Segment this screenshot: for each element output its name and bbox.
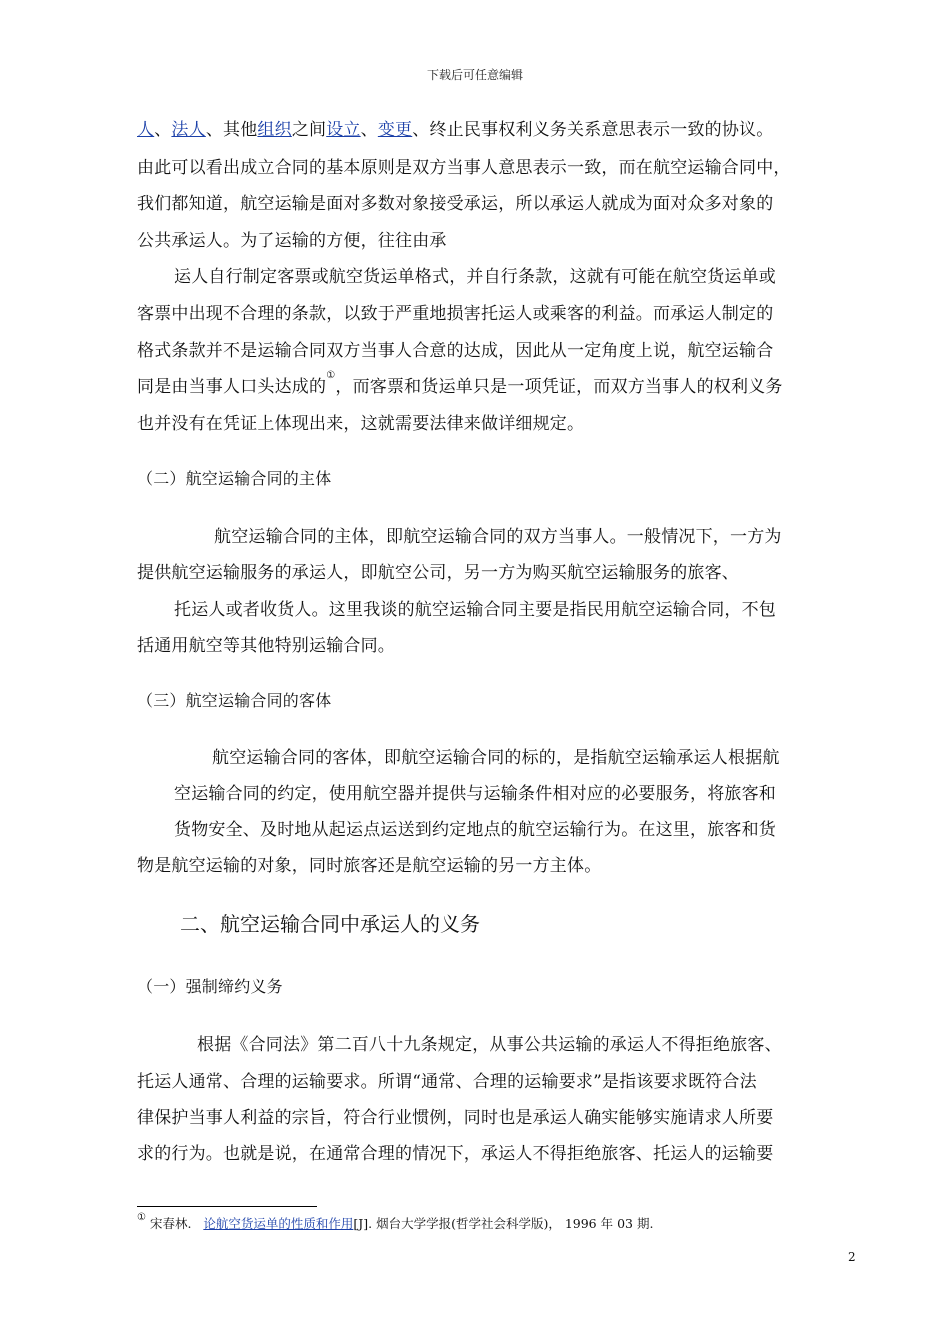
link-organization[interactable]: 组织 xyxy=(257,120,292,140)
paragraph-line: 客票中出现不合理的条款，以致于严重地损害托运人或乘客的利益。而承运人制定的 xyxy=(137,304,774,324)
text-span: 同是由当事人口头达成的 xyxy=(137,377,327,397)
paragraph-line: 运人自行制定客票或航空货运单格式，并自行条款，这就有可能在航空货运单或 xyxy=(174,267,776,287)
footnote-separator xyxy=(137,1206,317,1207)
paragraph-line xyxy=(137,115,773,140)
paragraph-line: 由此可以看出成立合同的基本原则是双方当事人意思表示一致，而在航空运输合同中， xyxy=(137,158,791,178)
footnote-citation: [J]. 烟台大学学报(哲学社会科学版)， 1996 年 03 期. xyxy=(353,1216,654,1231)
text-span: 之间 xyxy=(291,120,327,140)
page-header: 下载后可任意编辑 xyxy=(426,68,523,82)
paragraph-line: 货物安全、及时地从起运点运送到约定地点的航空运输行为。在这里，旅客和货 xyxy=(174,820,776,840)
subsection-heading: （二）航空运输合同的主体 xyxy=(137,469,332,488)
text-span: 、其他 xyxy=(205,120,258,140)
text-span: 、终止民事权利义务关系意思表示一致的协议。 xyxy=(412,120,774,140)
footnote-author: 宋春林. xyxy=(149,1216,192,1231)
paragraph-line: 我们都知道，航空运输是面对多数对象接受承运，所以承运人就成为面对众多对象的 xyxy=(137,194,774,214)
paragraph-line: 根据《合同法》第二百八十九条规定，从事公共运输的承运人不得拒绝旅客、 xyxy=(197,1035,782,1055)
paragraph-line: 物是航空运输的对象，同时旅客还是航空运输的另一方主体。 xyxy=(137,856,602,876)
subsection-heading: （一）强制缔约义务 xyxy=(137,977,283,996)
text-span: ，而客票和货运单只是一项凭证，而双方当事人的权利义务 xyxy=(335,377,783,397)
paragraph-line: 求的行为。也就是说，在通常合理的情况下，承运人不得拒绝旅客、托运人的运输要 xyxy=(137,1144,774,1164)
paragraph-line: 托运人或者收货人。这里我谈的航空运输合同主要是指民用航空运输合同，不包 xyxy=(174,600,776,620)
page-number: 2 xyxy=(848,1250,856,1264)
link-legal-person[interactable]: 法人 xyxy=(171,120,206,140)
link-change[interactable]: 变更 xyxy=(377,120,413,140)
paragraph-line: 括通用航空等其他特别运输合同。 xyxy=(137,636,395,656)
text-span: 、 xyxy=(360,120,378,140)
paragraph-line xyxy=(137,372,783,397)
paragraph-line: 航空运输合同的客体，即航空运输合同的标的，是指航空运输承运人根据航 xyxy=(212,748,780,768)
footnote-link[interactable]: 论航空货运单的性质和作用 xyxy=(203,1216,354,1231)
paragraph-line: 格式条款并不是运输合同双方当事人合意的达成，因此从一定角度上说，航空运输合 xyxy=(137,341,774,361)
link-establish[interactable]: 设立 xyxy=(326,120,361,140)
paragraph-line: 托运人通常、合理的运输要求。所谓“通常、合理的运输要求”是指该要求既符合法 xyxy=(137,1072,757,1092)
footnote xyxy=(137,1214,653,1232)
subsection-heading: （三）航空运输合同的客体 xyxy=(137,691,332,710)
section-heading: 二、航空运输合同中承运人的义务 xyxy=(180,912,480,936)
footnote-reference[interactable]: ① xyxy=(326,370,336,381)
text-span: 、 xyxy=(154,120,172,140)
paragraph-line: 也并没有在凭证上体现出来，这就需要法律来做详细规定。 xyxy=(137,414,585,434)
footnote-mark: ① xyxy=(137,1212,146,1223)
paragraph-line: 提供航空运输服务的承运人，即航空公司，另一方为购买航空运输服务的旅客、 xyxy=(137,563,739,583)
paragraph-line: 律保护当事人利益的宗旨，符合行业惯例，同时也是承运人确实能够实施请求人所要 xyxy=(137,1108,774,1128)
paragraph-line: 公共承运人。为了运输的方便，往往由承 xyxy=(137,231,447,251)
paragraph-line: 空运输合同的约定，使用航空器并提供与运输条件相对应的必要服务，将旅客和 xyxy=(174,784,776,804)
link-person[interactable]: 人 xyxy=(137,120,155,140)
paragraph-line: 航空运输合同的主体，即航空运输合同的双方当事人。一般情况下，一方为 xyxy=(214,527,782,547)
